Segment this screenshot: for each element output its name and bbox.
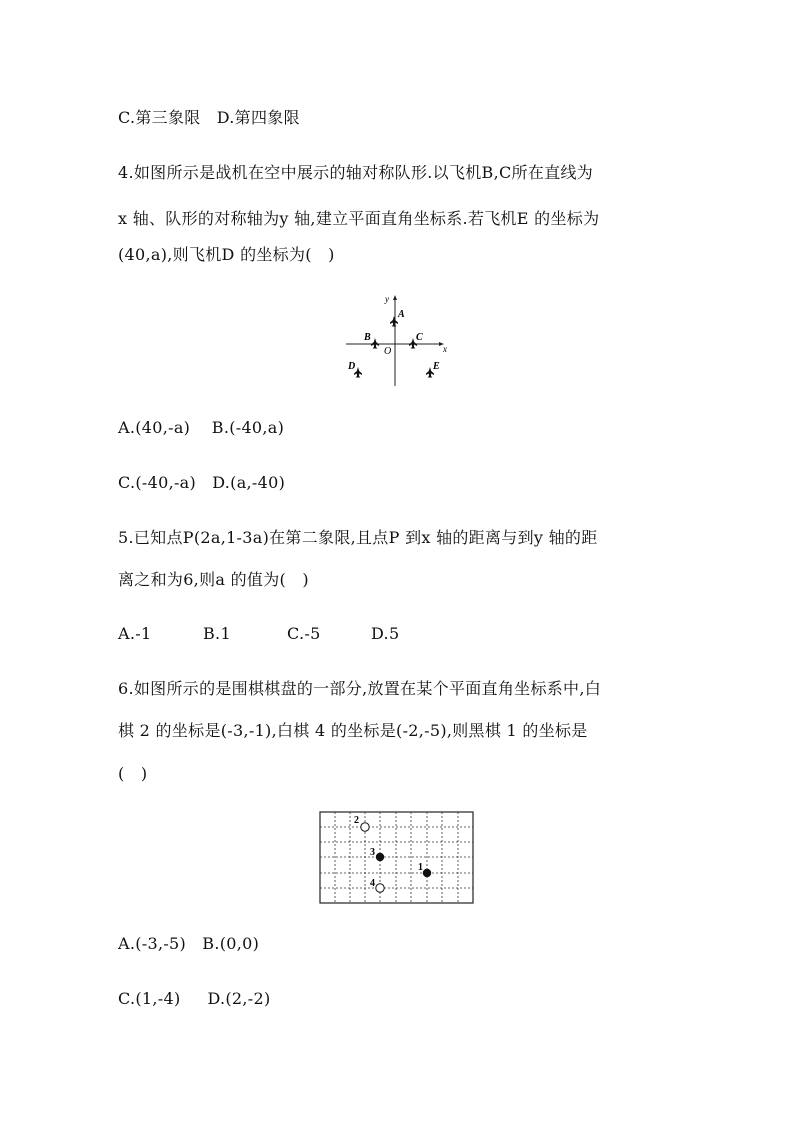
- q4-aircraft-figure: [344, 292, 450, 388]
- q5-stem-line2: 离之和为6,则a 的值为( ): [118, 570, 309, 589]
- black-stone-1: [423, 869, 431, 877]
- q3-options: [118, 108, 300, 128]
- q6-options-row2: [118, 989, 271, 1009]
- q4-options-row2: [118, 473, 285, 493]
- q6-stem-line1: 6.如图所示的是围棋棋盘的一部分,放置在某个平面直角坐标系中,白: [118, 679, 602, 698]
- q5-stem-line1: 5.已知点P(2a,1-3a)在第二象限,且点P 到x 轴的距离与到y 轴的距: [118, 528, 598, 547]
- stone-1-label: 1: [418, 862, 423, 873]
- plane-a-icon: [390, 316, 398, 327]
- stone-3-label: 3: [370, 847, 375, 858]
- plane-c-label: C: [416, 332, 423, 343]
- q4-option-d: D.(a,-40): [212, 473, 286, 492]
- x-axis-label: x: [443, 344, 447, 354]
- white-stone-2: [361, 823, 369, 831]
- q4-option-b: B.(-40,a): [211, 418, 285, 437]
- q6-stem-line2: 棋 2 的坐标是(-3,-1),白棋 4 的坐标是(-2,-5),则黑棋 1 的坐标是: [118, 721, 588, 740]
- q5-option-c: C.-5: [287, 624, 321, 643]
- stone-2-label: 2: [354, 815, 359, 826]
- q3-option-d: D.第四象限: [216, 108, 300, 127]
- plane-d-label: D: [348, 361, 356, 372]
- plane-e-label: E: [433, 361, 440, 372]
- q6-options-row1: [118, 934, 259, 954]
- white-stone-4: [376, 884, 384, 892]
- plane-b-label: B: [364, 332, 371, 343]
- board-border: [320, 812, 473, 903]
- q6-go-board-figure: [318, 810, 476, 906]
- q4-stem-line1: 4.如图所示是战机在空中展示的轴对称队形.以飞机B,C所在直线为: [118, 163, 594, 182]
- q5-option-a: A.-1: [118, 624, 152, 643]
- plane-a-label: A: [398, 309, 405, 320]
- q5-option-b: B.1: [203, 624, 231, 643]
- q5-options: [118, 624, 400, 644]
- q6-option-d: D.(2,-2): [207, 989, 271, 1008]
- origin-label: O: [384, 346, 392, 357]
- q4-stem-line3: (40,a),则飞机D 的坐标为( ): [118, 245, 335, 264]
- q6-stem-line3: ( ): [118, 764, 148, 783]
- stone-4-label: 4: [370, 878, 375, 889]
- y-axis-arrow-icon: [393, 295, 397, 300]
- y-axis-label: y: [385, 294, 389, 304]
- q4-stem-line2: x 轴、队形的对称轴为y 轴,建立平面直角坐标系.若飞机E 的坐标为: [118, 209, 600, 228]
- q5-option-d: D.5: [371, 624, 400, 643]
- q6-option-c: C.(1,-4): [118, 989, 181, 1008]
- q6-option-a: A.(-3,-5): [118, 934, 187, 953]
- plane-b-icon: [371, 338, 379, 349]
- q3-option-c: C.第三象限: [118, 108, 201, 127]
- q4-option-a: A.(40,-a): [118, 418, 191, 437]
- q4-options-row1: [118, 418, 284, 438]
- q4-option-c: C.(-40,-a): [118, 473, 197, 492]
- black-stone-3: [376, 853, 384, 861]
- q6-option-b: B.(0,0): [202, 934, 260, 953]
